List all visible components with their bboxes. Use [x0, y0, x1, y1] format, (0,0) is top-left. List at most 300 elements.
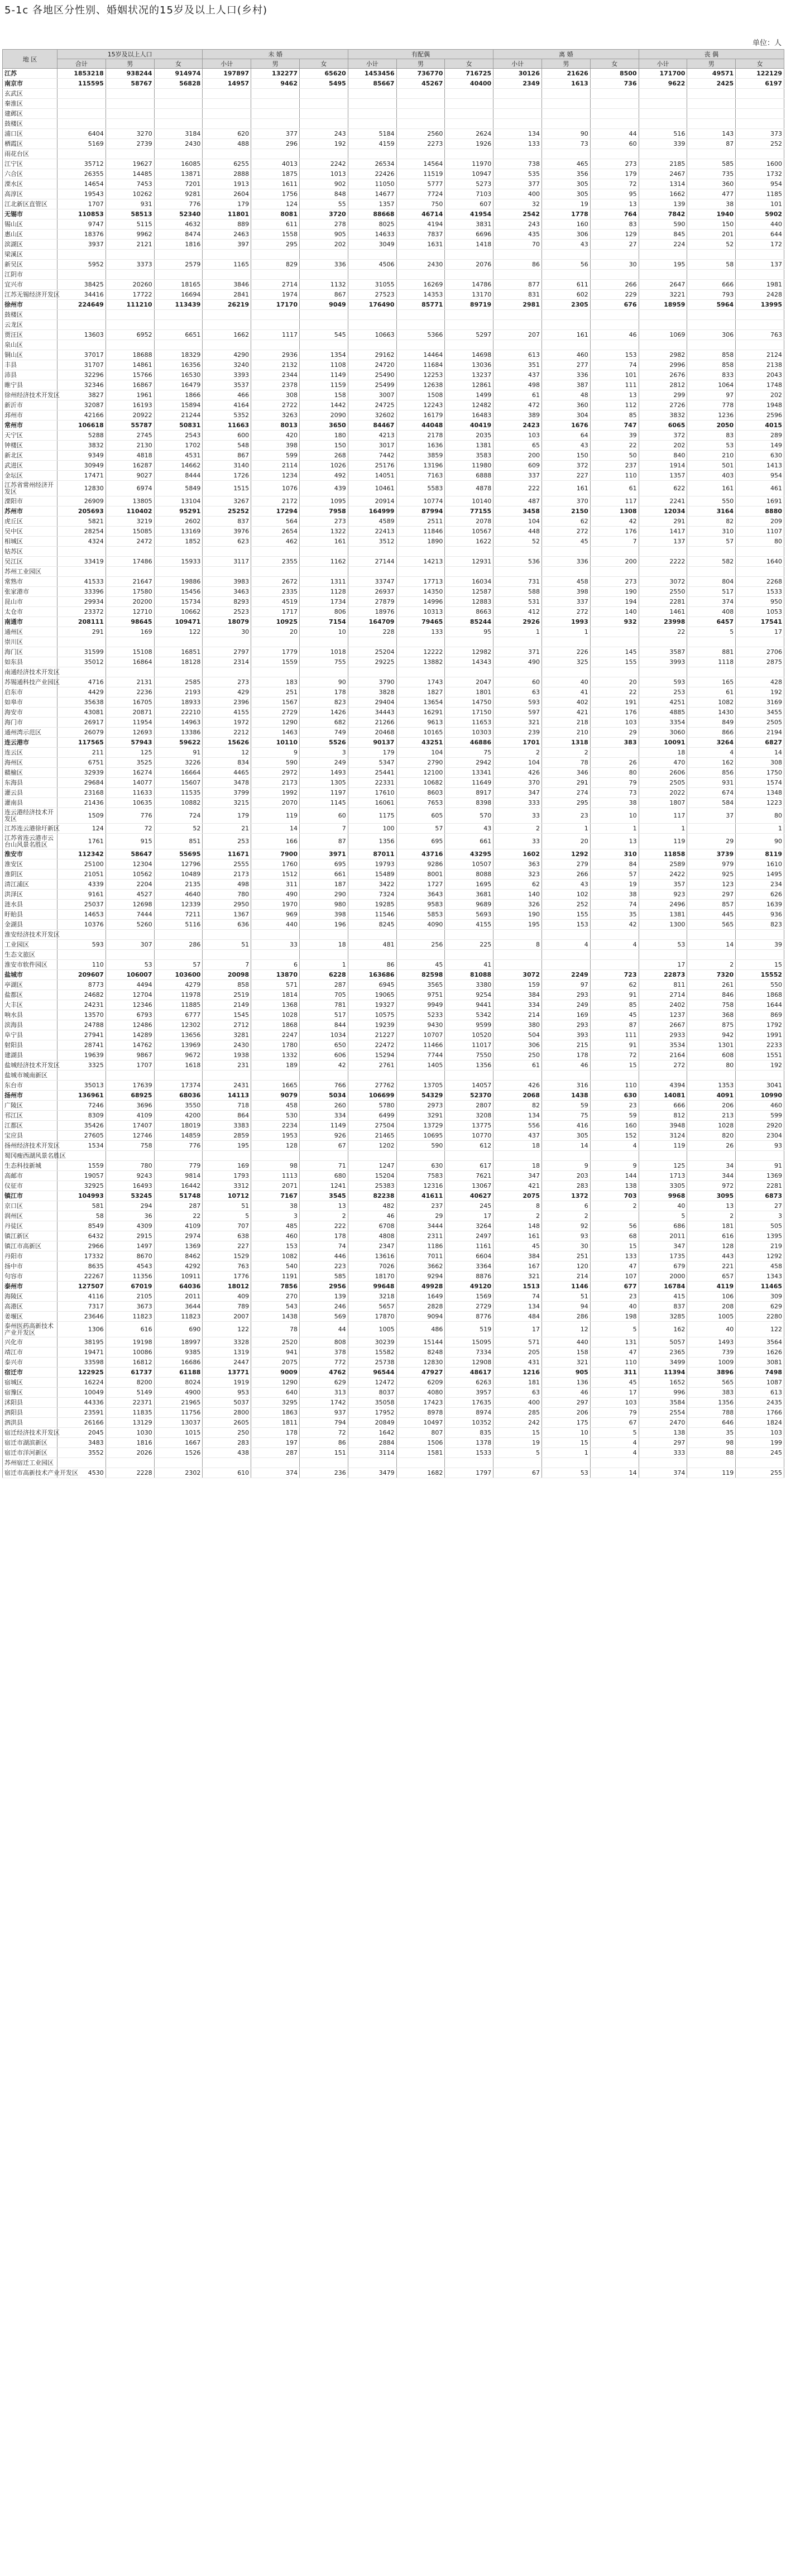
- cell-value: 106007: [106, 970, 154, 980]
- cell-value: 323: [493, 869, 542, 880]
- cell-value: 70: [493, 240, 542, 250]
- cell-value: 82238: [348, 1191, 396, 1201]
- cell-value: 1: [736, 824, 784, 834]
- cell-value: 13775: [445, 1121, 493, 1131]
- cell-value: 9254: [445, 990, 493, 1000]
- cell-value: 53245: [106, 1191, 154, 1201]
- cell-value: 14464: [396, 350, 445, 360]
- cell-value: 931: [106, 199, 154, 209]
- cell-value: 13: [590, 199, 639, 209]
- cell-value: 1811: [251, 1418, 300, 1428]
- cell-value: 28741: [57, 1040, 106, 1050]
- cell-value: [348, 1151, 396, 1161]
- cell-value: 2915: [106, 1231, 154, 1241]
- cell-value: 8398: [445, 798, 493, 808]
- cell-value: 384: [493, 990, 542, 1000]
- cell-value: 165: [687, 677, 736, 687]
- cell-value: 465: [542, 159, 591, 169]
- cell-value: 305: [542, 189, 591, 199]
- cell-value: 22210: [154, 708, 203, 718]
- cell-value: [493, 270, 542, 280]
- cell-value: 2712: [203, 1020, 251, 1030]
- cell-value: 38425: [57, 280, 106, 290]
- cell-value: 932: [590, 617, 639, 627]
- cell-value: 2071: [251, 1181, 300, 1191]
- cell-value: 4494: [106, 980, 154, 990]
- table-row: [3, 149, 784, 159]
- cell-value: 1247: [348, 1161, 396, 1171]
- cell-value: [106, 547, 154, 557]
- cell-value: 15456: [154, 587, 203, 597]
- table-row: [3, 99, 784, 109]
- region-name: 虎丘区: [3, 517, 57, 527]
- cell-value: 858: [203, 980, 251, 990]
- region-name: 通州区: [3, 627, 57, 637]
- cell-value: [251, 89, 300, 99]
- cell-value: 2078: [445, 517, 493, 527]
- cell-value: 1202: [348, 1141, 396, 1151]
- cell-value: 12486: [106, 1020, 154, 1030]
- cell-value: 15894: [154, 400, 203, 410]
- cell-value: [251, 250, 300, 260]
- cell-value: 158: [542, 1347, 591, 1358]
- cell-value: 287: [299, 980, 348, 990]
- cell-value: 161: [687, 481, 736, 496]
- cell-value: 29: [396, 1211, 445, 1221]
- cell-value: 458: [542, 577, 591, 587]
- cell-value: 86: [348, 960, 396, 970]
- cell-value: 1145: [299, 798, 348, 808]
- cell-value: 13705: [396, 1081, 445, 1091]
- cell-value: [445, 1458, 493, 1468]
- cell-value: 291: [542, 778, 591, 788]
- cell-value: 2172: [251, 496, 300, 506]
- cell-value: 4527: [106, 890, 154, 900]
- cell-value: 12883: [445, 597, 493, 607]
- cell-value: [687, 109, 736, 119]
- region-name: 泰州市: [3, 1282, 57, 1292]
- cell-value: 1509: [57, 808, 106, 824]
- cell-value: 1015: [154, 1428, 203, 1438]
- cell-value: 14353: [396, 290, 445, 300]
- region-name: 润州区: [3, 1211, 57, 1221]
- cell-value: [57, 119, 106, 129]
- cell-value: 7442: [348, 451, 396, 461]
- cell-value: 153: [590, 350, 639, 360]
- cell-value: 27762: [348, 1081, 396, 1091]
- cell-value: [493, 109, 542, 119]
- cell-value: 104: [396, 748, 445, 758]
- cell-value: 2425: [687, 79, 736, 89]
- cell-value: [736, 270, 784, 280]
- cell-value: 8603: [396, 788, 445, 798]
- cell-value: 32087: [57, 400, 106, 410]
- cell-value: 63: [493, 1388, 542, 1398]
- cell-value: 17952: [348, 1408, 396, 1418]
- region-name: 栖霞区: [3, 139, 57, 149]
- cell-value: 4292: [154, 1261, 203, 1272]
- cell-value: 7: [203, 960, 251, 970]
- cell-value: 1567: [251, 697, 300, 708]
- cell-value: 178: [299, 1231, 348, 1241]
- cell-value: 4506: [348, 260, 396, 270]
- cell-value: [639, 99, 687, 109]
- cell-value: 57943: [106, 738, 154, 748]
- cell-value: 336: [542, 370, 591, 380]
- cell-value: 91: [154, 748, 203, 758]
- cell-value: 10990: [736, 1091, 784, 1101]
- table-row-region: [3, 1368, 784, 1378]
- cell-value: 34416: [57, 290, 106, 300]
- cell-value: 1322: [299, 527, 348, 537]
- cell-value: 3565: [396, 980, 445, 990]
- cell-value: 9243: [106, 1171, 154, 1181]
- region-name: 浦口区: [3, 129, 57, 139]
- table-row: [3, 441, 784, 451]
- cell-value: 13170: [445, 290, 493, 300]
- header-sub-female: 女: [590, 59, 639, 69]
- region-name: 建邺区: [3, 109, 57, 119]
- cell-value: 363: [493, 859, 542, 869]
- region-name: 铜山区: [3, 350, 57, 360]
- region-name: 盐城市城南新区: [3, 1070, 57, 1081]
- cell-value: 18: [493, 1141, 542, 1151]
- cell-value: 24725: [348, 400, 396, 410]
- cell-value: 110: [590, 1358, 639, 1368]
- cell-value: 155: [542, 910, 591, 920]
- cell-value: 2745: [106, 431, 154, 441]
- cell-value: 3124: [639, 1131, 687, 1141]
- cell-value: 11885: [154, 1000, 203, 1010]
- unit-label: 单位：人: [752, 39, 782, 47]
- cell-value: 86: [299, 1438, 348, 1448]
- cell-value: 1165: [203, 260, 251, 270]
- cell-value: 87: [687, 139, 736, 149]
- cell-value: [348, 1458, 396, 1468]
- cell-value: 2654: [251, 527, 300, 537]
- cell-value: 5347: [348, 758, 396, 768]
- cell-value: 2185: [639, 159, 687, 169]
- cell-value: [493, 89, 542, 99]
- cell-value: 225: [445, 940, 493, 950]
- cell-value: 470: [639, 758, 687, 768]
- cell-value: 15626: [203, 738, 251, 748]
- cell-value: 37: [687, 808, 736, 824]
- cell-value: 112: [590, 400, 639, 410]
- cell-value: 8974: [445, 1408, 493, 1418]
- cell-value: 695: [299, 859, 348, 869]
- cell-value: 5526: [299, 738, 348, 748]
- cell-value: 2302: [154, 1468, 203, 1478]
- cell-value: 623: [203, 537, 251, 547]
- cell-value: [251, 270, 300, 280]
- table-row: [3, 728, 784, 738]
- cell-value: 52370: [445, 1091, 493, 1101]
- cell-value: 12830: [57, 481, 106, 496]
- region-name: 宿迁市洋河新区: [3, 1448, 57, 1458]
- cell-value: 29: [590, 728, 639, 738]
- cell-value: 2430: [203, 1040, 251, 1050]
- cell-value: 104: [493, 758, 542, 768]
- cell-value: 440: [251, 920, 300, 930]
- cell-value: 80: [736, 808, 784, 824]
- cell-value: 27: [736, 1201, 784, 1211]
- region-name: 滨湖区: [3, 240, 57, 250]
- cell-value: 849: [687, 718, 736, 728]
- table-row: [3, 1050, 784, 1060]
- cell-value: 858: [687, 350, 736, 360]
- cell-value: 43716: [396, 849, 445, 859]
- cell-value: 858: [687, 360, 736, 370]
- cell-value: 14: [736, 748, 784, 758]
- cell-value: 197897: [203, 69, 251, 79]
- cell-value: 9968: [639, 1191, 687, 1201]
- cell-value: [687, 270, 736, 280]
- cell-value: 283: [542, 1181, 591, 1191]
- cell-value: 169: [106, 627, 154, 637]
- cell-value: 169: [542, 1010, 591, 1020]
- cell-value: 45: [590, 1010, 639, 1020]
- table-row: [3, 824, 784, 834]
- cell-value: 804: [687, 577, 736, 587]
- cell-value: 2355: [251, 557, 300, 567]
- cell-value: 25100: [57, 859, 106, 869]
- cell-value: 2596: [736, 410, 784, 420]
- cell-value: [736, 89, 784, 99]
- cell-value: 9: [542, 1161, 591, 1171]
- cell-value: 209607: [57, 970, 106, 980]
- cell-value: 63: [493, 687, 542, 697]
- cell-value: 27941: [57, 1030, 106, 1040]
- cell-value: 833: [687, 370, 736, 380]
- cell-value: 57: [687, 537, 736, 547]
- cell-value: 32296: [57, 370, 106, 380]
- cell-value: 1356: [687, 1398, 736, 1408]
- cell-value: 1463: [251, 728, 300, 738]
- cell-value: 18933: [154, 697, 203, 708]
- cell-value: [542, 930, 591, 940]
- cell-value: 297: [542, 1398, 591, 1408]
- cell-value: 21965: [154, 1398, 203, 1408]
- cell-value: 122: [736, 1322, 784, 1337]
- cell-value: 9094: [396, 1312, 445, 1322]
- table-row: [3, 1201, 784, 1211]
- cell-value: 11653: [445, 718, 493, 728]
- cell-value: 30239: [348, 1337, 396, 1347]
- cell-value: [396, 250, 445, 260]
- cell-value: 1146: [542, 1282, 591, 1292]
- cell-value: [445, 340, 493, 350]
- cell-value: 1662: [639, 189, 687, 199]
- cell-value: 47927: [396, 1368, 445, 1378]
- header-group-widowed: 丧 偶: [639, 50, 784, 59]
- cell-value: 846: [687, 990, 736, 1000]
- cell-value: 5495: [299, 79, 348, 89]
- cell-value: [445, 547, 493, 557]
- header-group-total: 15岁及以上人口: [57, 50, 203, 59]
- cell-value: 110402: [106, 506, 154, 517]
- cell-value: 14081: [639, 1091, 687, 1101]
- cell-value: 565: [687, 1378, 736, 1388]
- cell-value: 113439: [154, 300, 203, 310]
- header-sub-subtotal: 小计: [493, 59, 542, 69]
- cell-value: [542, 950, 591, 960]
- cell-value: 1600: [736, 159, 784, 169]
- cell-value: 588: [493, 587, 542, 597]
- cell-value: 214: [542, 1272, 591, 1282]
- cell-value: 16867: [106, 380, 154, 390]
- cell-value: 100: [348, 824, 396, 834]
- cell-value: 2121: [106, 240, 154, 250]
- cell-value: 2204: [106, 880, 154, 890]
- cell-value: [542, 1458, 591, 1468]
- header-sub-male: 男: [687, 59, 736, 69]
- region-name: 金湖县: [3, 920, 57, 930]
- cell-value: 93: [736, 1141, 784, 1151]
- cell-value: 661: [299, 869, 348, 880]
- cell-value: 15734: [154, 597, 203, 607]
- table-row: [3, 280, 784, 290]
- region-name: 大丰区: [3, 1000, 57, 1010]
- cell-value: 5: [590, 1322, 639, 1337]
- cell-value: 13: [299, 1201, 348, 1211]
- cell-value: 2: [687, 960, 736, 970]
- cell-value: 43251: [396, 738, 445, 748]
- cell-value: 325: [542, 657, 591, 667]
- cell-value: 40400: [445, 79, 493, 89]
- cell-value: 8013: [251, 420, 300, 431]
- cell-value: 738: [493, 159, 542, 169]
- cell-value: 11356: [106, 1272, 154, 1282]
- header-group-unmarried: 未 婚: [203, 50, 348, 59]
- cell-value: 535: [493, 169, 542, 179]
- cell-value: 8670: [106, 1251, 154, 1261]
- cell-value: 372: [542, 461, 591, 471]
- cell-value: 570: [445, 808, 493, 824]
- cell-value: 384: [493, 1251, 542, 1261]
- cell-value: [396, 310, 445, 320]
- cell-value: 602: [542, 290, 591, 300]
- cell-value: [348, 109, 396, 119]
- cell-value: 195: [639, 260, 687, 270]
- cell-value: 739: [687, 1347, 736, 1358]
- cell-value: 486: [396, 1322, 445, 1337]
- cell-value: 1357: [639, 471, 687, 481]
- cell-value: 1890: [396, 537, 445, 547]
- cell-value: 2: [493, 1211, 542, 1221]
- cell-value: 9962: [106, 230, 154, 240]
- region-name: 亭湖区: [3, 980, 57, 990]
- cell-value: 6604: [445, 1251, 493, 1261]
- cell-value: 5: [590, 1428, 639, 1438]
- cell-value: 789: [203, 1302, 251, 1312]
- cell-value: 17: [590, 1388, 639, 1398]
- cell-value: 61: [493, 390, 542, 400]
- cell-value: 626: [736, 890, 784, 900]
- cell-value: [299, 950, 348, 960]
- cell-value: 12253: [396, 370, 445, 380]
- cell-value: [348, 667, 396, 677]
- region-name: 丹阳市: [3, 1251, 57, 1261]
- cell-value: 26079: [57, 728, 106, 738]
- cell-value: 11633: [106, 788, 154, 798]
- region-name: 云龙区: [3, 320, 57, 330]
- cell-value: 374: [639, 1468, 687, 1478]
- table-row: [3, 1131, 784, 1141]
- cell-value: 2472: [106, 537, 154, 547]
- cell-value: 16812: [106, 1358, 154, 1368]
- cell-value: 6404: [57, 129, 106, 139]
- cell-value: 179: [348, 748, 396, 758]
- cell-value: 14113: [203, 1091, 251, 1101]
- cell-value: 3393: [203, 370, 251, 380]
- region-name: 生态文旅区: [3, 950, 57, 960]
- cell-value: 30: [203, 627, 251, 637]
- cell-value: 51748: [154, 1191, 203, 1201]
- cell-value: 71: [299, 1161, 348, 1171]
- cell-value: [299, 250, 348, 260]
- cell-value: 19: [493, 1438, 542, 1448]
- cell-value: 1356: [348, 834, 396, 849]
- cell-value: 4194: [396, 219, 445, 230]
- cell-value: 103: [736, 1428, 784, 1438]
- cell-value: 291: [639, 517, 687, 527]
- cell-value: 1005: [348, 1322, 396, 1337]
- cell-value: 1618: [154, 1060, 203, 1070]
- table-row: [3, 547, 784, 557]
- cell-value: 200: [493, 451, 542, 461]
- cell-value: 2841: [203, 290, 251, 300]
- cell-value: 12339: [154, 900, 203, 910]
- cell-value: 1: [590, 824, 639, 834]
- table-row: [3, 657, 784, 667]
- cell-value: 57: [590, 869, 639, 880]
- cell-value: 1069: [639, 330, 687, 340]
- region-name: 镇江市: [3, 1191, 57, 1201]
- cell-value: 33: [493, 808, 542, 824]
- cell-value: 4213: [348, 431, 396, 441]
- cell-value: 16851: [154, 647, 203, 657]
- cell-value: 8081: [251, 209, 300, 219]
- cell-value: [445, 320, 493, 330]
- cell-value: 9814: [154, 1171, 203, 1181]
- region-name: 张家港市: [3, 587, 57, 597]
- cell-value: [203, 119, 251, 129]
- cell-value: [106, 1458, 154, 1468]
- cell-value: 16664: [154, 768, 203, 778]
- cell-value: [493, 149, 542, 159]
- region-name: 盐城市: [3, 970, 57, 980]
- cell-value: [154, 547, 203, 557]
- cell-value: [396, 99, 445, 109]
- cell-value: 776: [154, 1141, 203, 1151]
- cell-value: 51: [203, 940, 251, 950]
- cell-value: 1506: [396, 1438, 445, 1448]
- cell-value: [639, 930, 687, 940]
- cell-value: [736, 567, 784, 577]
- cell-value: 62: [493, 880, 542, 890]
- cell-value: 13341: [445, 768, 493, 778]
- cell-value: 2423: [493, 420, 542, 431]
- cell-value: 7201: [154, 179, 203, 189]
- table-row-region: [3, 970, 784, 980]
- cell-value: 630: [396, 1161, 445, 1171]
- cell-value: 39: [736, 940, 784, 950]
- cell-value: 10520: [445, 1030, 493, 1040]
- cell-value: 12982: [445, 647, 493, 657]
- cell-value: [736, 320, 784, 330]
- cell-value: 12638: [396, 380, 445, 390]
